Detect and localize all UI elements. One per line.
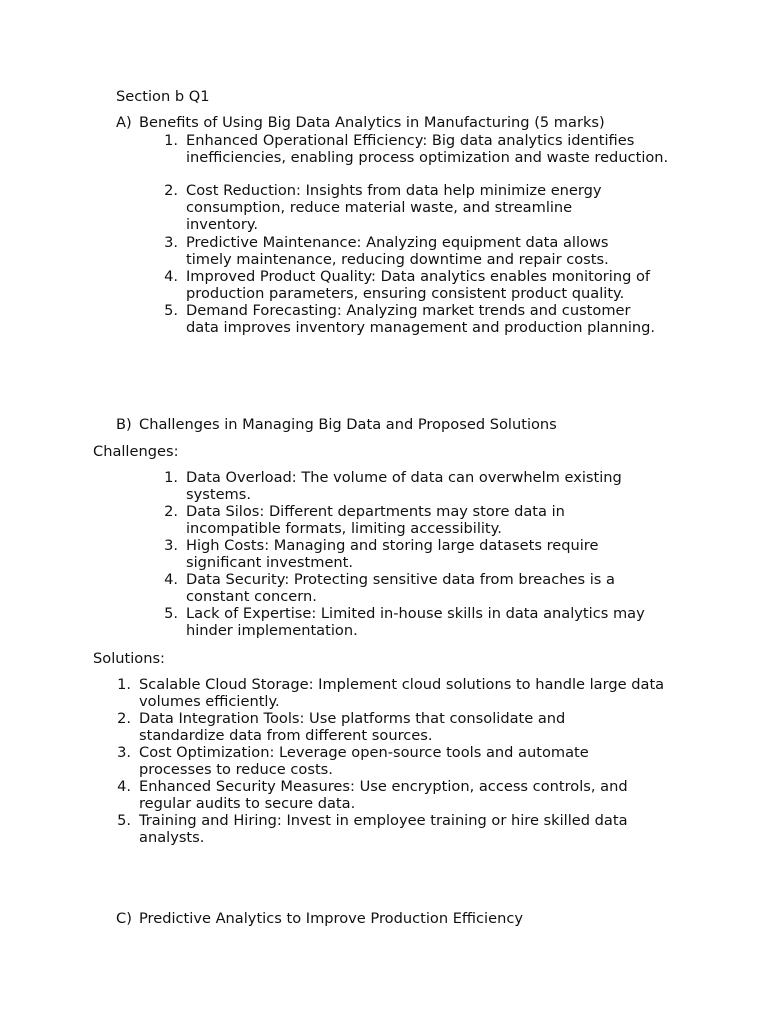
- list-text: Data Security: Protecting sensitive data from breaches is a constant concern.: [186, 571, 615, 605]
- list-text: Predictive Maintenance: Analyzing equipment data allows timely maintenance, reducing downtime and repair costs.: [186, 234, 609, 268]
- list-number: 1.: [164, 469, 178, 486]
- list-text: Enhanced Security Measures: Use encryption, access controls, and regular audits to secure data.: [139, 778, 628, 812]
- section-b-letter: B): [116, 416, 132, 433]
- list-number: 5.: [164, 302, 178, 319]
- section-b-title: Challenges in Managing Big Data and Proposed Solutions: [139, 416, 557, 433]
- list-text: Improved Product Quality: Data analytics enables monitoring of production parameters, ensuring consistent product quality.: [186, 268, 651, 302]
- section-a-title: Benefits of Using Big Data Analytics in Manufacturing (5 marks): [139, 114, 605, 131]
- list-text: Training and Hiring: Invest in employee training or hire skilled data analysts.: [139, 812, 628, 846]
- section-c-title: Predictive Analytics to Improve Production Efficiency: [139, 910, 523, 927]
- document-header: Section b Q1: [116, 88, 210, 105]
- list-number: 5.: [117, 812, 131, 829]
- list-text: Data Overload: The volume of data can overwhelm existing systems.: [186, 469, 622, 503]
- list-number: 3.: [164, 537, 178, 554]
- section-a-letter: A): [116, 114, 132, 131]
- list-number: 2.: [164, 182, 178, 199]
- list-number: 1.: [117, 676, 131, 693]
- list-number: 4.: [164, 571, 178, 588]
- list-number: 1.: [164, 132, 178, 149]
- list-number: 3.: [117, 744, 131, 761]
- section-c-letter: C): [116, 910, 132, 927]
- list-number: 2.: [164, 503, 178, 520]
- list-text: Cost Optimization: Leverage open-source tools and automate processes to reduce costs.: [139, 744, 589, 778]
- solutions-label: Solutions:: [93, 650, 165, 667]
- list-text: Enhanced Operational Efficiency: Big data analytics identifies inefficiencies, enabling process optimization and waste reduction.: [186, 132, 669, 166]
- list-text: Cost Reduction: Insights from data help minimize energy consumption, reduce material waste, and streamline inventory.: [186, 182, 602, 233]
- list-number: 2.: [117, 710, 131, 727]
- list-number: 4.: [117, 778, 131, 795]
- list-number: 5.: [164, 605, 178, 622]
- list-number: 3.: [164, 234, 178, 251]
- list-text: Scalable Cloud Storage: Implement cloud solutions to handle large data volumes efficiently.: [139, 676, 665, 710]
- list-number: 4.: [164, 268, 178, 285]
- list-text: Lack of Expertise: Limited in-house skills in data analytics may hinder implementation.: [186, 605, 645, 639]
- challenges-label: Challenges:: [93, 443, 179, 460]
- list-text: Data Silos: Different departments may store data in incompatible formats, limiting accessibility.: [186, 503, 565, 537]
- list-text: Data Integration Tools: Use platforms that consolidate and standardize data from different sources.: [139, 710, 566, 744]
- list-text: Demand Forecasting: Analyzing market trends and customer data improves inventory management and production planning.: [186, 302, 656, 336]
- list-text: High Costs: Managing and storing large datasets require significant investment.: [186, 537, 599, 571]
